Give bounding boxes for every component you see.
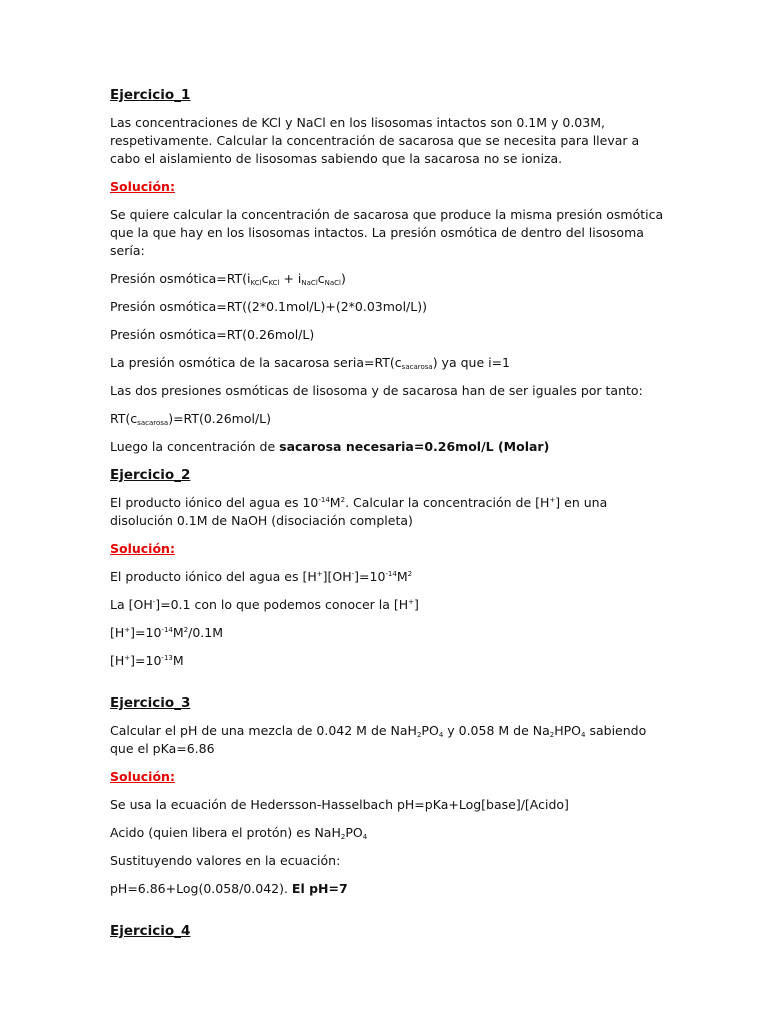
exercise-1-equation-6: $RT(c_{sacarosa})=RT(0.26mol/L)$ bbox=[110, 411, 272, 427]
exercise-2-line-4: $[H^+]=10^{-13}M$ bbox=[110, 653, 184, 668]
exercise-2-line-1: El producto iónico del agua es $[H^+][OH^-]=10^{-14}M^2$ bbox=[110, 569, 413, 584]
exercise-3-line-1: Se usa la ecuación de Hedersson-Hasselbach pH=pKa+Log[base]/[Acido] bbox=[110, 797, 569, 812]
exercise-3-solution-label: Solución: bbox=[110, 769, 175, 784]
exercise-2-line-2: La [OH-]=0.1 con lo que podemos conocer la [H+] bbox=[110, 597, 419, 612]
exercise-1-statement: Las concentraciones de KCl y NaCl en los lisosomas intactos son 0.1M y 0.03M, respetivamente. Calcular la concentración de sacarosa que se necesita para llevar a cabo el aislamiento de lisosomas sabiendo que la sacarosa no se ioniza. bbox=[110, 115, 640, 166]
exercise-2-title: Ejercicio_2 bbox=[110, 467, 191, 483]
exercise-2-line-3: $[H^+]=10^{-14}M^2/0.1M$ bbox=[110, 625, 224, 640]
exercise-3-statement: Calcular el pH de una mezcla de 0.042 M de $NaH_2PO_4$ y 0.058 M de $Na_2HPO_4$ sabiendo que el pKa=6.86 bbox=[110, 723, 647, 756]
exercise-3-line-4: pH=6.86+Log(0.058/0.042). El pH=7 bbox=[110, 881, 348, 896]
exercise-4-title: Ejercicio_4 bbox=[110, 923, 191, 939]
spacer bbox=[110, 908, 670, 922]
exercise-1-equation-5: Las dos presiones osmóticas de lisosoma y de sacarosa han de ser iguales por tanto: bbox=[110, 383, 643, 398]
exercise-1-explanation: Se quiere calcular la concentración de sacarosa que produce la misma presión osmótica que la que hay en los lisosomas intactos. La presión osmótica de dentro del lisosoma sería: bbox=[110, 207, 664, 258]
exercise-1-equation-3: Presión osmótica=RT(0.26mol/L) bbox=[110, 327, 315, 342]
exercise-1-equation-2: Presión osmótica=RT((2*0.1mol/L)+(2*0.03mol/L)) bbox=[110, 299, 427, 314]
exercise-3-title: Ejercicio_3 bbox=[110, 695, 191, 711]
exercise-1-conclusion: Luego la concentración de sacarosa necesaria=0.26mol/L (Molar) bbox=[110, 439, 550, 454]
exercise-2-solution-label: Solución: bbox=[110, 541, 175, 556]
exercise-1-equation-4: La presión osmótica de la sacarosa $seria=RT(c_{sacarosa})$ ya que i=1 bbox=[110, 355, 511, 371]
exercise-3-line-3: Sustituyendo valores en la ecuación: bbox=[110, 853, 341, 868]
exercise-3-line-2: Acido (quien libera el protón) es $NaH_2PO_4$ bbox=[110, 825, 368, 841]
exercise-1-title: Ejercicio_1 bbox=[110, 87, 191, 103]
spacer bbox=[110, 680, 670, 694]
document-body bbox=[110, 86, 670, 950]
exercise-1-equation-1: Presión $osmótica=RT(i_{KCl}c_{KCl} + i_{NaCl}c_{NaCl})$ bbox=[110, 271, 346, 287]
exercise-1-solution-label: Solución: bbox=[110, 179, 175, 194]
exercise-2-statement: El producto iónico del agua es $10^{-14}M^2$. Calcular la concentración de [H+] en una disolución 0.1M de NaOH (disociación completa) bbox=[110, 495, 608, 528]
